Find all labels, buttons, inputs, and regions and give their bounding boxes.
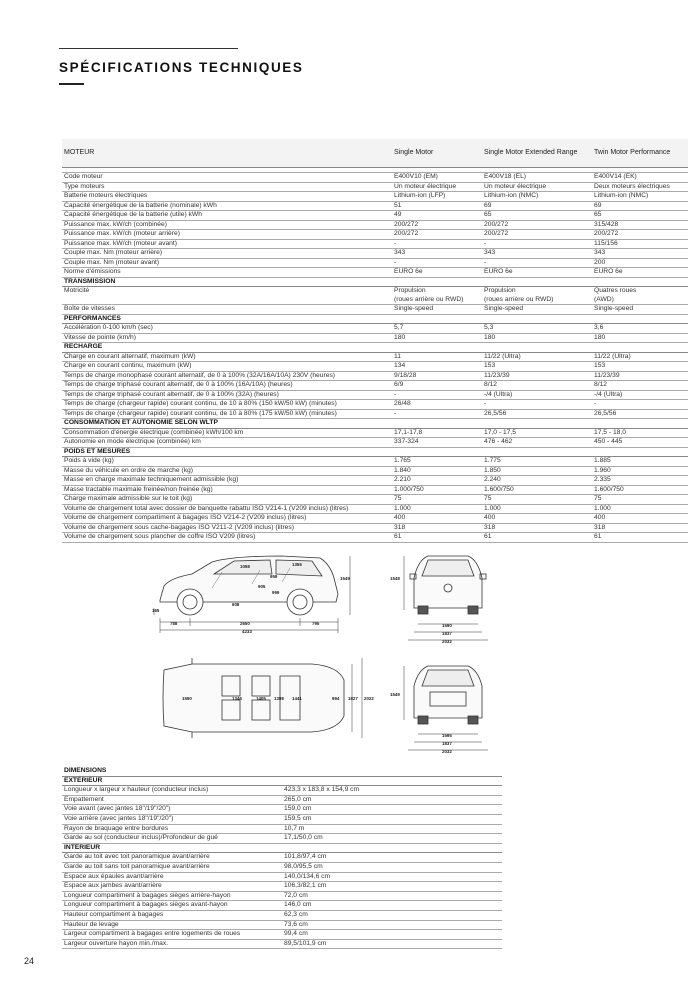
dims-section-row — [62, 843, 502, 853]
row-value: 11 — [392, 352, 482, 362]
row-value: 17,1-17,8 — [392, 428, 482, 438]
dims-value: 89,5/101,9 cm — [282, 939, 502, 949]
row-label: Type moteurs — [62, 182, 392, 192]
rear-height-label: 1549 — [390, 692, 400, 697]
row-value: EURO 6e — [482, 268, 592, 278]
front-width-mirrors-label: 2032 — [442, 639, 452, 644]
row-value: 2.210 — [392, 476, 482, 486]
table-row — [62, 268, 688, 278]
side-dim-4: 905 — [258, 584, 266, 589]
side-rear-overhang-label: 795 — [312, 621, 320, 626]
dims-label: Rayon de braquage entre bordures — [62, 824, 282, 834]
table-row — [62, 201, 688, 211]
dims-row — [62, 795, 502, 805]
row-value: 180 — [392, 333, 482, 343]
table-row — [62, 182, 688, 192]
row-value: - — [482, 400, 592, 410]
row-value: Lithium-ion (NMC) — [482, 192, 592, 202]
dims-label: Longueur compartiment à bagages sièges avant-hayon — [62, 901, 282, 911]
row-value: - — [482, 258, 592, 268]
row-value: E400V10 (EM) — [392, 173, 482, 183]
dims-value: 98,0/95,5 cm — [282, 862, 502, 872]
row-value: 200/272 — [482, 230, 592, 240]
row-value: 1.850 — [482, 466, 592, 476]
row-value: 180 — [592, 333, 688, 343]
row-label: Puissance max. kW/ch (moteur arrière) — [62, 230, 392, 240]
dims-label: Espace aux jambes avant/arrière — [62, 882, 282, 892]
dims-value: 99,4 cm — [282, 930, 502, 940]
dims-row — [62, 805, 502, 815]
row-label: Accélération 0-100 km/h (sec) — [62, 324, 392, 334]
row-value: 11/23/39 — [592, 371, 688, 381]
row-label: Volume de chargement sous cache-bagages ISO V211-2 (V209 inclus) (litres) — [62, 523, 392, 533]
dims-label: Hauteur compartiment à bagages — [62, 910, 282, 920]
row-value-line1: Propulsion — [394, 287, 426, 294]
side-front-overhang-label: 788 — [170, 621, 178, 626]
row-value: 343 — [482, 249, 592, 259]
dims-value: 10,7 m — [282, 824, 502, 834]
side-dim-5: 959 — [270, 574, 278, 579]
row-value: Un moteur électrique — [482, 182, 592, 192]
side-dim-6: 999 — [272, 590, 280, 595]
dims-label: Voie avant (avec jantes 18"/19"/20") — [62, 805, 282, 815]
row-label: Autonomie en mode électrique (combinée) km — [62, 438, 392, 448]
title-underline — [59, 83, 84, 85]
row-value: Single-speed — [392, 305, 482, 315]
row-value: 5,3 — [482, 324, 592, 334]
row-value: 11/22 (Ultra) — [592, 352, 688, 362]
dims-label: Longueur x largeur x hauteur (conducteur inclus) — [62, 786, 282, 796]
dims-row — [62, 853, 502, 863]
row-value: 1.600/750 — [482, 485, 592, 495]
dims-row — [62, 939, 502, 949]
dims-row — [62, 910, 502, 920]
dims-label: Garde au toit avec toit panoramique avant/arrière — [62, 853, 282, 863]
dims-section-row — [62, 767, 502, 776]
table-row — [62, 192, 688, 202]
row-value: 1.600/750 — [592, 485, 688, 495]
row-value: 11/23/39 — [482, 371, 592, 381]
row-value: Deux moteurs électriques — [592, 182, 688, 192]
row-label: Masse tractable maximale freinée/non freinée (kg) — [62, 485, 392, 495]
dims-label: Largeur ouverture hayon min./max. — [62, 939, 282, 949]
row-label: Temps de charge triphasé courant alternatif, de 0 à 100% (32A) (heures) — [62, 390, 392, 400]
table-row — [62, 457, 688, 467]
row-value: 1.000 — [592, 504, 688, 514]
row-value — [392, 287, 482, 305]
row-value: Lithium-ion (NMC) — [592, 192, 688, 202]
row-value: - — [482, 239, 592, 249]
row-value: 1.775 — [482, 457, 592, 467]
front-view-drawing — [388, 548, 500, 648]
dims-section-row — [62, 776, 502, 786]
row-label: Volume de chargement total avec dossier de banquette rabattu ISO V214-1 (V209 inclus) (litres) — [62, 504, 392, 514]
side-height-label: 1549 — [340, 576, 350, 581]
row-value: - — [592, 400, 688, 410]
row-value: 200/272 — [592, 230, 688, 240]
row-value: 400 — [592, 514, 688, 524]
row-label: Masse en charge maximale techniquement admissible (kg) — [62, 476, 392, 486]
dims-section-title: EXTÉRIEUR — [62, 776, 502, 786]
front-height-label: 1548 — [390, 576, 400, 581]
row-value: 318 — [482, 523, 592, 533]
row-value: 1.000 — [482, 504, 592, 514]
row-value: -/4 (Ultra) — [482, 390, 592, 400]
table-row — [62, 211, 688, 221]
row-value: 75 — [392, 495, 482, 505]
top-rule — [59, 48, 238, 49]
side-dim-3: 608 — [232, 602, 240, 607]
row-value: 1.840 — [392, 466, 482, 476]
row-value: -/4 (Ultra) — [592, 390, 688, 400]
row-label: Volume de chargement sous plancher de coffre ISO V209 (litres) — [62, 533, 392, 543]
row-value: 3,6 — [592, 324, 688, 334]
row-value-line2: (AWD) — [594, 295, 614, 303]
table-row — [62, 362, 688, 372]
row-value: EURO 6e — [592, 268, 688, 278]
table-row — [62, 390, 688, 400]
row-value-line2: (roues arrière ou RWD) — [394, 295, 464, 303]
dims-row — [62, 862, 502, 872]
top-dim-w2: 1827 — [348, 696, 358, 701]
row-value: - — [392, 390, 482, 400]
row-value: 153 — [482, 362, 592, 372]
page-number: 24 — [24, 956, 35, 966]
side-wheelbase-label: 2650 — [240, 621, 250, 626]
row-label: Motricité — [62, 287, 392, 305]
section-header-row — [62, 447, 688, 457]
dims-row — [62, 882, 502, 892]
dims-row — [62, 901, 502, 911]
row-value: 400 — [392, 514, 482, 524]
dims-value: 62,3 cm — [282, 910, 502, 920]
dims-value: 265,0 cm — [282, 795, 502, 805]
row-label: Charge maximale admissible sur le toit (kg) — [62, 495, 392, 505]
dims-label: Garde au toit sans toit panoramique avant/arrière — [62, 862, 282, 872]
row-value: 26/48 — [392, 400, 482, 410]
row-label: Temps de charge monophasé courant alternatif, de 0 à 100% (32A/16A/10A) 230V (heures) — [62, 371, 392, 381]
section-title: POIDS ET MESURES — [62, 447, 688, 457]
row-label: Temps de charge (chargeur rapide) courant continu, de 10 à 80% (150 kW/50 kW) (minutes) — [62, 400, 392, 410]
row-value: 318 — [392, 523, 482, 533]
rear-track-label: 1595 — [442, 733, 452, 738]
table-row — [62, 533, 688, 543]
row-value: 1.885 — [592, 457, 688, 467]
table-row — [62, 514, 688, 524]
row-value: Lithium-ion (LFP) — [392, 192, 482, 202]
dims-value: 106,3/82,1 cm — [282, 882, 502, 892]
dims-row — [62, 786, 502, 796]
dims-value: 72,0 cm — [282, 891, 502, 901]
table-row — [62, 324, 688, 334]
top-dim-i1: 1346 — [232, 696, 242, 701]
row-value: 51 — [392, 201, 482, 211]
section-title: PERFORMANCES — [62, 314, 688, 324]
dims-row — [62, 920, 502, 930]
row-value: 450 - 445 — [592, 438, 688, 448]
row-label: Puissance max. kW/ch (moteur avant) — [62, 239, 392, 249]
row-value: 61 — [392, 533, 482, 543]
row-value: 69 — [592, 201, 688, 211]
row-value: 200/272 — [392, 220, 482, 230]
row-value: 2.335 — [592, 476, 688, 486]
row-value: 1.000 — [392, 504, 482, 514]
dims-label: Espace aux épaules avant/arrière — [62, 872, 282, 882]
row-value: 75 — [592, 495, 688, 505]
row-value: - — [392, 258, 482, 268]
dimensions-table — [62, 767, 502, 949]
row-value: 1.960 — [592, 466, 688, 476]
section-header-row — [62, 419, 688, 429]
row-value: 115/156 — [592, 239, 688, 249]
dims-value: 140,0/134,6 cm — [282, 872, 502, 882]
row-label: Masse du véhicule en ordre de marche (kg) — [62, 466, 392, 476]
row-value: 49 — [392, 211, 482, 221]
table-row — [62, 438, 688, 448]
top-view-drawing — [152, 656, 378, 742]
table-row — [62, 230, 688, 240]
dims-value: 423,3 x 183,8 x 154,9 cm — [282, 786, 502, 796]
row-value-line1: Propulsion — [484, 287, 516, 294]
row-value: Un moteur électrique — [392, 182, 482, 192]
row-value: 8/12 — [482, 381, 592, 391]
table-row — [62, 400, 688, 410]
side-dim-2: 1355 — [292, 562, 302, 567]
rear-width-mirrors-label: 2032 — [442, 749, 452, 754]
dims-value: 73,6 cm — [282, 920, 502, 930]
side-length-label: 4233 — [242, 629, 252, 634]
section-title: CONSOMMATION ET AUTONOMIE SELON WLTP — [62, 419, 688, 429]
top-dim-i3: 1398 — [274, 696, 284, 701]
row-value: 75 — [482, 495, 592, 505]
row-value: 315/428 — [592, 220, 688, 230]
dims-value: 146,0 cm — [282, 901, 502, 911]
side-ground-label: 165 — [152, 608, 160, 613]
header-single-motor: Single Motor — [392, 139, 482, 168]
row-value: 8/12 — [592, 381, 688, 391]
row-label: Batterie moteurs électriques — [62, 192, 392, 202]
row-value: Single-speed — [592, 305, 688, 315]
row-value: EURO 6e — [392, 268, 482, 278]
dims-section-title: DIMENSIONS — [62, 767, 502, 776]
row-value: 5,7 — [392, 324, 482, 334]
dims-value: 17,1/50,0 cm — [282, 834, 502, 844]
row-value: 343 — [392, 249, 482, 259]
row-value: 9/18/28 — [392, 371, 482, 381]
table-row — [62, 466, 688, 476]
section-header-row — [62, 343, 688, 353]
section-header-row — [62, 277, 688, 287]
row-label: Couple max. Nm (moteur avant) — [62, 258, 392, 268]
row-label: Boîte de vitesses — [62, 305, 392, 315]
row-value: 400 — [482, 514, 592, 524]
row-value: E400V18 (EL) — [482, 173, 592, 183]
row-value: 69 — [482, 201, 592, 211]
row-value: Single-speed — [482, 305, 592, 315]
row-label: Vitesse de pointe (km/h) — [62, 333, 392, 343]
row-value: 61 — [482, 533, 592, 543]
dims-label: Empattement — [62, 795, 282, 805]
dims-row — [62, 834, 502, 844]
row-value: 65 — [592, 211, 688, 221]
row-label: Poids à vide (kg) — [62, 457, 392, 467]
row-value: E400V14 (EK) — [592, 173, 688, 183]
row-value: 343 — [592, 249, 688, 259]
dims-value: 101,8/97,4 cm — [282, 853, 502, 863]
table-row — [62, 428, 688, 438]
table-row — [62, 173, 688, 183]
table-row — [62, 485, 688, 495]
row-label: Charge en courant alternatif, maximum (kW) — [62, 352, 392, 362]
row-value: 318 — [592, 523, 688, 533]
row-label: Volume de chargement compartiment à bagages ISO V214-2 (V209 inclus) (litres) — [62, 514, 392, 524]
dims-section-title: INTÉRIEUR — [62, 843, 502, 853]
table-row — [62, 409, 688, 419]
dims-row — [62, 824, 502, 834]
side-dim-1: 1058 — [240, 564, 250, 569]
front-width-label: 1837 — [442, 631, 452, 636]
row-value: 17,0 - 17,5 — [482, 428, 592, 438]
row-label: Temps de charge triphasé courant alternatif, de 0 à 100% (16A/10A) (heures) — [62, 381, 392, 391]
section-title: TRANSMISSION — [62, 277, 688, 287]
section-title: RECHARGE — [62, 343, 688, 353]
row-value: 65 — [482, 211, 592, 221]
row-label: Temps de charge (chargeur rapide) courant continu, de 10 à 80% (175 kW/50 kW) (minutes) — [62, 409, 392, 419]
row-value: 26,5/56 — [592, 409, 688, 419]
row-value: - — [392, 239, 482, 249]
table-row — [62, 504, 688, 514]
row-value: 153 — [592, 362, 688, 372]
rear-view-drawing — [388, 658, 500, 758]
page-title: SPÉCIFICATIONS TECHNIQUES — [59, 60, 304, 75]
table-row — [62, 523, 688, 533]
specs-header-row — [62, 139, 688, 168]
top-width-mirror-label: 2022 — [364, 696, 374, 701]
row-value: 17,5 - 18,0 — [592, 428, 688, 438]
row-label: Norme d'émissions — [62, 268, 392, 278]
row-label: Consommation d'énergie électrique (combinée) kWh/100 km — [62, 428, 392, 438]
row-label: Charge en courant continu, maximum (kW) — [62, 362, 392, 372]
header-label: MOTEUR — [62, 139, 392, 168]
row-label: Capacité énergétique de la batterie (nominale) kWh — [62, 201, 392, 211]
dims-label: Voie arrière (avec jantes 18"/19"/20") — [62, 814, 282, 824]
top-dim-i2: 1405 — [256, 696, 266, 701]
table-row — [62, 352, 688, 362]
dims-label: Longueur compartiment à bagages sièges arrière-hayon — [62, 891, 282, 901]
row-value: 11/22 (Ultra) — [482, 352, 592, 362]
dims-value: 159,5 cm — [282, 814, 502, 824]
dims-row — [62, 930, 502, 940]
row-value: 6/9 — [392, 381, 482, 391]
row-value: 26,5/56 — [482, 409, 592, 419]
table-row — [62, 333, 688, 343]
specs-table — [62, 139, 688, 543]
dims-value: 159,0 cm — [282, 805, 502, 815]
row-value: 61 — [592, 533, 688, 543]
table-row — [62, 476, 688, 486]
dims-label: Garde au sol (conducteur inclus)/Profondeur de gué — [62, 834, 282, 844]
row-value: 180 — [482, 333, 592, 343]
table-row — [62, 305, 688, 315]
row-value: 1.765 — [392, 457, 482, 467]
side-view-drawing — [152, 548, 362, 636]
top-dim-w1: 994 — [332, 696, 340, 701]
row-label: Code moteur — [62, 173, 392, 183]
rear-width-label: 1837 — [442, 741, 452, 746]
row-value-line2: (roues arrière ou RWD) — [484, 295, 554, 303]
header-twin-motor: Twin Motor Performance — [592, 139, 688, 168]
top-dim-i4: 1441 — [292, 696, 302, 701]
row-value: 337-324 — [392, 438, 482, 448]
top-width-front-label: 1590 — [182, 696, 192, 701]
row-value-line1: Quatres roues — [594, 287, 637, 294]
table-row — [62, 239, 688, 249]
table-row — [62, 287, 688, 305]
row-label: Puissance max. kW/ch (combinée) — [62, 220, 392, 230]
row-value: - — [392, 409, 482, 419]
dims-label: Hauteur de levage — [62, 920, 282, 930]
table-row — [62, 381, 688, 391]
header-extended-range: Single Motor Extended Range — [482, 139, 592, 168]
table-row — [62, 249, 688, 259]
row-value: 200 — [592, 258, 688, 268]
front-track-label: 1590 — [442, 623, 452, 628]
row-value — [592, 287, 688, 305]
table-row — [62, 371, 688, 381]
row-value: 1.000/750 — [392, 485, 482, 495]
dims-label: Largeur compartiment à bagages entre logements de roues — [62, 930, 282, 940]
row-value: 476 - 462 — [482, 438, 592, 448]
section-header-row — [62, 314, 688, 324]
row-value: 134 — [392, 362, 482, 372]
row-label: Capacité énergétique de la batterie (utile) kWh — [62, 211, 392, 221]
row-value: 200/272 — [482, 220, 592, 230]
dims-row — [62, 891, 502, 901]
table-row — [62, 495, 688, 505]
row-value: 2.240 — [482, 476, 592, 486]
dims-row — [62, 872, 502, 882]
table-row — [62, 220, 688, 230]
table-row — [62, 258, 688, 268]
row-value: 200/272 — [392, 230, 482, 240]
dims-row — [62, 814, 502, 824]
row-label: Couple max. Nm (moteur arrière) — [62, 249, 392, 259]
row-value — [482, 287, 592, 305]
